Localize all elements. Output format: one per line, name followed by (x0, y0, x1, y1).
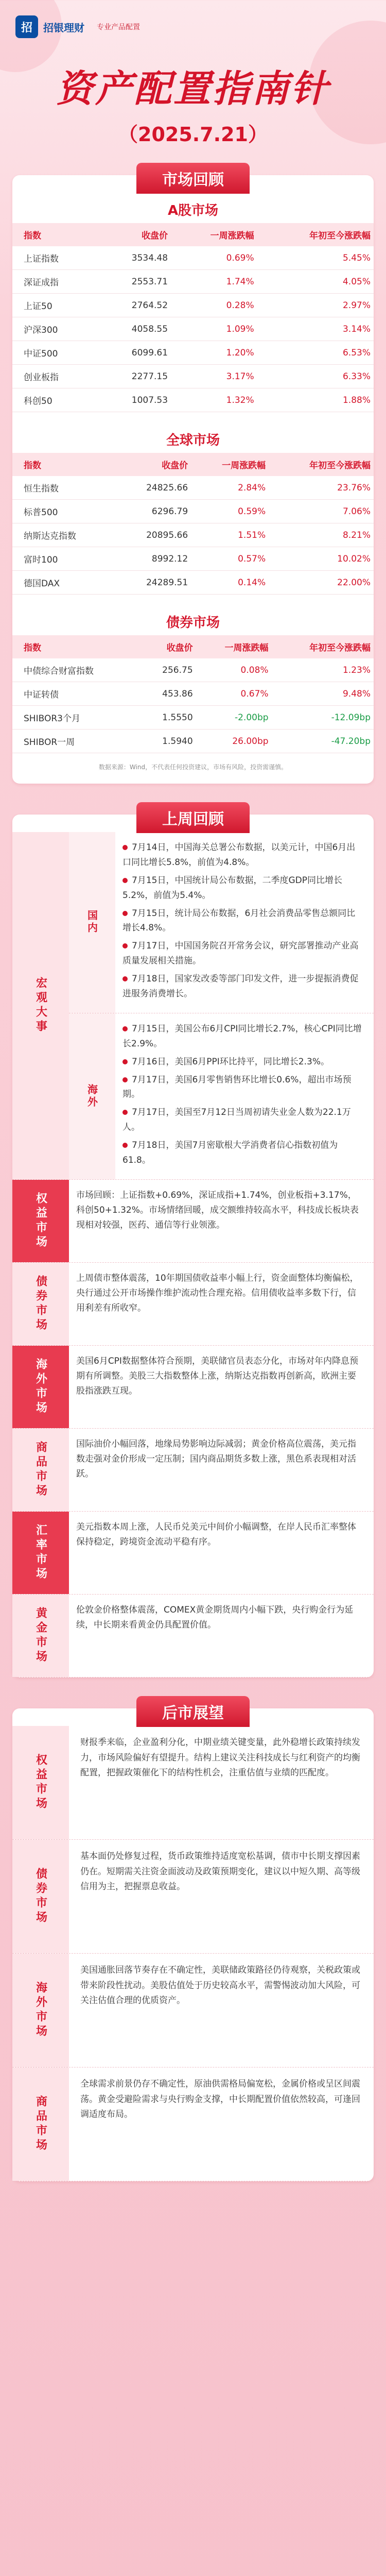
list-item (122, 1073, 362, 1103)
list-item-text: 7月18日，国家发改委等部门印发文件，进一步提振消费促进服务消费增长。 (122, 974, 359, 999)
recap-row-label: 商品市场 (12, 1429, 69, 1511)
table-cell: 1.09% (171, 317, 257, 341)
brand-logo-icon: 招 (15, 15, 38, 38)
list-item (122, 1022, 362, 1052)
table-header: 年初至今涨跌幅 (272, 635, 374, 658)
table-cell: 2764.52 (98, 294, 171, 317)
table-cell: 6.53% (257, 341, 374, 365)
table-cell: 1.23% (272, 658, 374, 682)
table-cell: 1007.53 (98, 388, 171, 412)
table-cell: 6099.61 (98, 341, 171, 365)
domestic-block (69, 832, 374, 1013)
macro-label: 宏观大事 (12, 832, 69, 1179)
table-cell: 中债综合财富指数 (12, 658, 140, 682)
table-cell: 4.05% (257, 270, 374, 294)
table-cell: 1.32% (171, 388, 257, 412)
table-cell: 256.75 (140, 658, 196, 682)
outlook-items (12, 1726, 374, 2181)
table-cell: 深证成指 (12, 270, 98, 294)
table-row (12, 317, 374, 341)
table-cell: SHIBOR一周 (12, 730, 140, 753)
bullet-icon (122, 911, 128, 916)
table-row (12, 500, 374, 523)
table-cell: 纳斯达克指数 (12, 523, 116, 547)
table-cell: 0.57% (191, 547, 269, 571)
table-header: 一周涨跌幅 (171, 223, 257, 246)
table-cell: 9.48% (272, 682, 374, 706)
market-review-tab: 市场回顾 (136, 163, 250, 194)
bullet-icon (122, 976, 128, 981)
outlook-row-text: 财报季来临，企业盈利分化，中期业绩关键变量，此外稳增长政策持续发力，市场风险偏好有望提升。结构上建议关注科技成长与红利资产的均衡配置，把握政策催化下的结构性机会，注重估值与业绩的匹配度。 (80, 1737, 360, 1778)
recap-row-text: 上周债市整体震荡，10年期国债收益率小幅上行，资金面整体均衡偏松，央行通过公开市场操作维护流动性合理充裕。信用债收益率多数下行，信用利差有所收窄。 (76, 1273, 359, 1313)
table-cell: 2.97% (257, 294, 374, 317)
table-cell: 6296.79 (116, 500, 191, 523)
table-cell: 科创50 (12, 388, 98, 412)
outlook-row-text: 基本面仍处修复过程，货币政策维持适度宽松基调，债市中长期支撑因素仍在。短期需关注资金面波动及政策预期变化，建议以中短久期、高等级信用为主，把握票息收益。 (80, 1851, 360, 1892)
list-item (122, 939, 362, 969)
outlook-row (12, 1726, 374, 1840)
table-row (12, 571, 374, 595)
table-header: 一周涨跌幅 (191, 453, 269, 476)
bullet-icon (122, 1110, 128, 1115)
bullet-icon (122, 1026, 128, 1031)
table-cell: 10.02% (269, 547, 374, 571)
table-row (12, 365, 374, 388)
table-row (12, 270, 374, 294)
overseas-list (115, 1013, 374, 1179)
recap-row (12, 1512, 374, 1595)
table-cell: 中证500 (12, 341, 98, 365)
table-cell: 6.33% (257, 365, 374, 388)
recap-row (12, 1263, 374, 1346)
header (0, 0, 386, 155)
domestic-list (115, 832, 374, 1013)
table-row (12, 341, 374, 365)
data-source-note: 数据来源：Wind，不代表任何投资建议，市场有风险，投资需谨慎。 (98, 764, 288, 771)
outlook-row-text: 全球需求前景仍存不确定性，原油供需格局偏宽松，金属价格或呈区间震荡。黄金受避险需求与央行购金支撑，中长期配置价值依然较高，可逢回调适度布局。 (80, 2078, 360, 2120)
table-cell: 1.5550 (140, 706, 196, 730)
table-row (12, 730, 374, 753)
page-title: 资产配置指南针 (56, 67, 330, 110)
recap-row-label: 黄金市场 (12, 1595, 69, 1677)
table-header: 收盘价 (116, 453, 191, 476)
table-header: 年初至今涨跌幅 (257, 223, 374, 246)
table-cell: 7.06% (269, 500, 374, 523)
list-item (122, 840, 362, 870)
outlook-card (12, 1704, 374, 2181)
bullet-icon (122, 1059, 128, 1064)
domestic-label: 国内 (69, 832, 115, 1013)
table-cell: 24289.51 (116, 571, 191, 595)
bullet-icon (122, 1143, 128, 1148)
table-cell: 8992.12 (116, 547, 191, 571)
bullet-icon (122, 878, 128, 883)
outlook-row-text: 美国通胀回落节奏存在不确定性，美联储政策路径仍待观察，关税政策或带来阶段性扰动。美股估值处于历史较高水平，需警惕波动加大风险，可关注估值合理的优质资产。 (80, 1964, 360, 2006)
table-row (12, 547, 374, 571)
page-date: （2025.7.21） (118, 123, 268, 146)
table-cell: 3.14% (257, 317, 374, 341)
recap-row-label: 权益市场 (12, 1180, 69, 1262)
table-cell: 8.21% (269, 523, 374, 547)
table-row (12, 294, 374, 317)
list-item (122, 873, 362, 903)
weekly-recap-card (12, 810, 374, 1677)
recap-items (12, 1180, 374, 1677)
overseas-label: 海外 (69, 1013, 115, 1179)
list-item-text: 7月17日，美国6月零售销售环比增长0.6%，超出市场预期。 (122, 1074, 352, 1100)
brand-name: 招银理财 (43, 21, 84, 34)
table-cell: 2553.71 (98, 270, 171, 294)
table-row (12, 658, 374, 682)
list-item-text: 7月15日，统计局公布数据，6月社会消费品零售总额同比增长4.8%。 (122, 908, 356, 934)
table-cell: 24825.66 (116, 476, 191, 500)
table-cell: 0.08% (196, 658, 272, 682)
global-title: 全球市场 (166, 433, 220, 448)
brand-tag: 专业产品配置 (97, 23, 140, 31)
table-cell: 26.00bp (196, 730, 272, 753)
list-item (122, 1105, 362, 1135)
table-cell: 0.67% (196, 682, 272, 706)
list-item (122, 1055, 362, 1070)
macro-block (12, 832, 374, 1180)
outlook-row-label: 债券市场 (12, 1840, 69, 1953)
table-cell: SHIBOR3个月 (12, 706, 140, 730)
bullet-icon (122, 943, 128, 948)
table-cell: 0.14% (191, 571, 269, 595)
bullet-icon (122, 1077, 128, 1082)
list-item-text: 7月15日，美国公布6月CPI同比增长2.7%，核心CPI同比增长2.9%。 (122, 1023, 362, 1049)
table-cell: 富时100 (12, 547, 116, 571)
table-cell: 沪深300 (12, 317, 98, 341)
outlook-row-label: 权益市场 (12, 1726, 69, 1839)
outlook-tab: 后市展望 (136, 1696, 250, 1727)
table-cell: 22.00% (269, 571, 374, 595)
recap-row-text: 伦敦金价格整体震荡，COMEX黄金期货周内小幅下跌，央行购金行为延续，中长期来看黄金仍具配置价值。 (76, 1604, 354, 1630)
list-item-text: 7月18日，美国7月密歇根大学消费者信心指数初值为61.8。 (122, 1140, 338, 1166)
table-header: 收盘价 (98, 223, 171, 246)
table-row (12, 682, 374, 706)
list-item-text: 7月16日，美国6月PPI环比持平，同比增长2.3%。 (132, 1056, 329, 1067)
table-cell: -12.09bp (272, 706, 374, 730)
table-cell: 创业板指 (12, 365, 98, 388)
recap-row-label: 汇率市场 (12, 1512, 69, 1594)
recap-row-text: 美元指数本周上涨，人民币兑美元中间价小幅调整，在岸人民币汇率整体保持稳定，跨境资金流动平稳有序。 (76, 1521, 356, 1547)
table-row (12, 523, 374, 547)
table-cell: 1.74% (171, 270, 257, 294)
recap-row (12, 1429, 374, 1512)
table-header: 年初至今涨跌幅 (269, 453, 374, 476)
brand (15, 15, 371, 38)
table-cell: -2.00bp (196, 706, 272, 730)
table-cell: 1.20% (171, 341, 257, 365)
list-item (122, 906, 362, 936)
table-cell: 上证50 (12, 294, 98, 317)
table-cell: 0.59% (191, 500, 269, 523)
weekly-recap-tab: 上周回顾 (136, 802, 250, 833)
table-cell: 1.5940 (140, 730, 196, 753)
list-item (122, 1138, 362, 1168)
bullet-icon (122, 845, 128, 850)
list-item-text: 7月15日，中国统计局公布数据，二季度GDP同比增长5.2%，前值为5.4%。 (122, 875, 342, 901)
recap-row-text: 国际油价小幅回落，地缘局势影响边际减弱；黄金价格高位震荡，美元指数走强对金价形成一定压制；国内商品期货多数上涨，黑色系表现相对活跃。 (76, 1438, 356, 1479)
outlook-row (12, 1954, 374, 2067)
outlook-row (12, 1840, 374, 1954)
table-row (12, 388, 374, 412)
table-cell: 20895.66 (116, 523, 191, 547)
a-share-table (12, 223, 374, 412)
table-header: 指数 (12, 453, 116, 476)
recap-row-text: 市场回顾：上证指数+0.69%，深证成指+1.74%，创业板指+3.17%，科创50+1.32%。市场情绪回暖，成交额维持较高水平，科技成长板块表现相对较强，医药、通信等行业领涨。 (76, 1190, 359, 1230)
table-cell: 2277.15 (98, 365, 171, 388)
table-cell: 23.76% (269, 476, 374, 500)
table-row (12, 476, 374, 500)
outlook-row-label: 商品市场 (12, 2067, 69, 2181)
table-cell: 453.86 (140, 682, 196, 706)
bond-table (12, 635, 374, 753)
table-cell: 上证指数 (12, 246, 98, 270)
table-cell: 恒生指数 (12, 476, 116, 500)
table-cell: 5.45% (257, 246, 374, 270)
recap-row-label: 海外市场 (12, 1346, 69, 1428)
recap-row (12, 1346, 374, 1429)
table-cell: 3.17% (171, 365, 257, 388)
table-row (12, 246, 374, 270)
table-cell: 1.51% (191, 523, 269, 547)
list-item-text: 7月17日，美国至7月12日当周初请失业金人数为22.1万人。 (122, 1107, 351, 1133)
table-cell: 0.69% (171, 246, 257, 270)
table-header: 收盘价 (140, 635, 196, 658)
table-cell: 德国DAX (12, 571, 116, 595)
list-item-text: 7月14日，中国海关总署公布数据，以美元计，中国6月出口同比增长5.8%，前值为4.8%。 (122, 842, 356, 868)
table-cell: 4058.55 (98, 317, 171, 341)
outlook-row-label: 海外市场 (12, 1954, 69, 2067)
table-cell: 中证转债 (12, 682, 140, 706)
table-row (12, 706, 374, 730)
table-cell: -47.20bp (272, 730, 374, 753)
table-header: 指数 (12, 635, 140, 658)
table-cell: 1.88% (257, 388, 374, 412)
recap-row-label: 债券市场 (12, 1263, 69, 1345)
global-table (12, 453, 374, 595)
outlook-row (12, 2067, 374, 2181)
list-item-text: 7月17日，中国国务院召开常务会议，研究部署推动产业高质量发展相关措施。 (122, 941, 359, 967)
market-review-card (12, 171, 374, 784)
table-header: 指数 (12, 223, 98, 246)
a-share-title: A股市场 (167, 203, 219, 218)
recap-row (12, 1595, 374, 1677)
table-cell: 2.84% (191, 476, 269, 500)
table-cell: 标普500 (12, 500, 116, 523)
bond-title: 债券市场 (166, 615, 220, 631)
table-cell: 0.28% (171, 294, 257, 317)
table-cell: 3534.48 (98, 246, 171, 270)
list-item (122, 972, 362, 1002)
recap-row (12, 1180, 374, 1263)
table-header: 一周涨跌幅 (196, 635, 272, 658)
recap-row-text: 美国6月CPI数据整体符合预期，美联储官员表态分化，市场对年内降息预期有所调整。美股三大指数整体上涨，纳斯达克指数再创新高，欧洲主要股指涨跌互现。 (76, 1355, 358, 1396)
overseas-block (69, 1013, 374, 1179)
